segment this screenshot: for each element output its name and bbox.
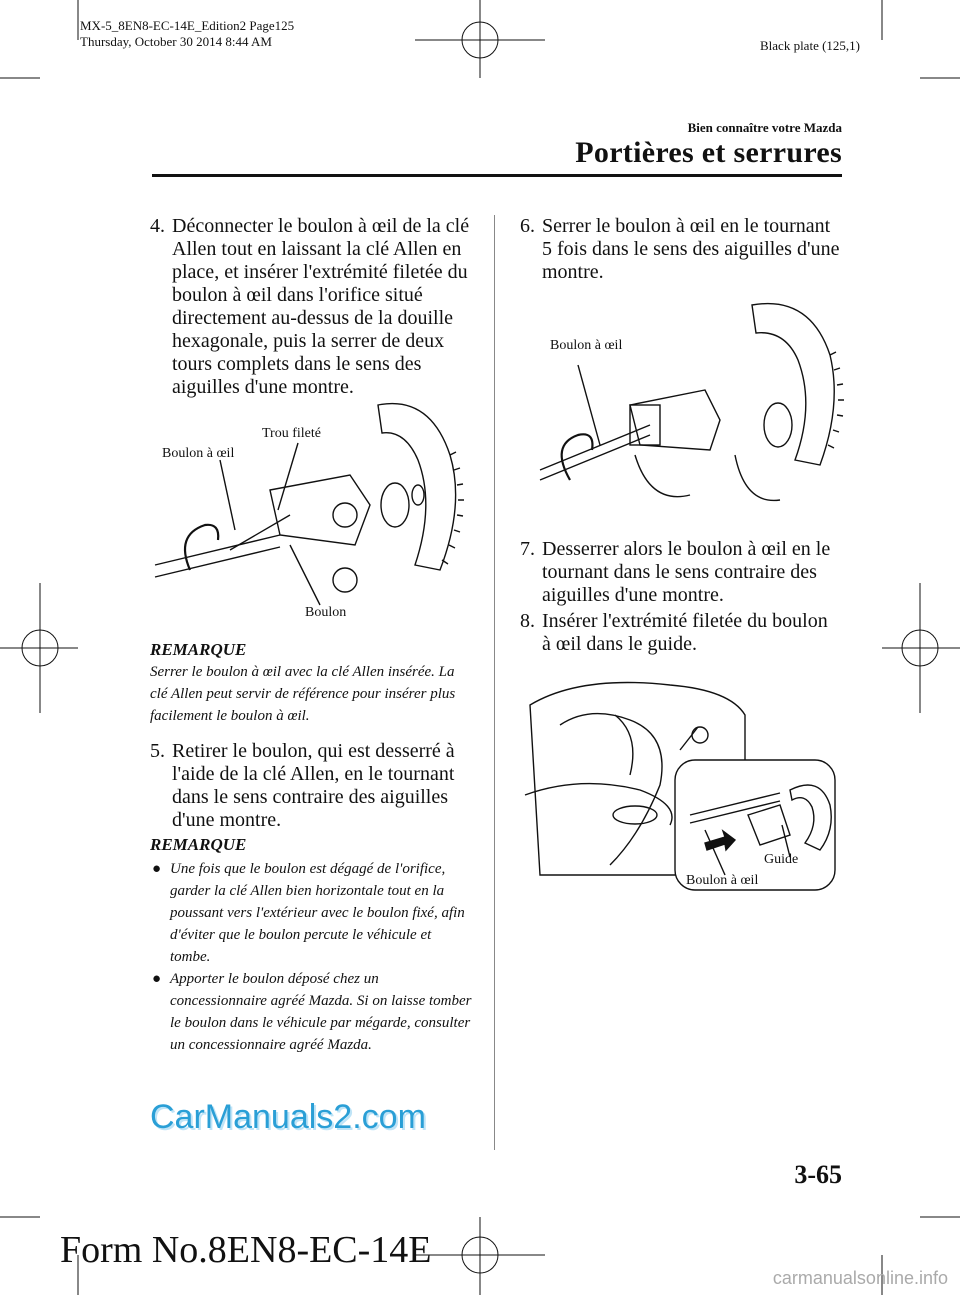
gear-hole-2 — [412, 485, 424, 505]
step-5 — [150, 740, 480, 832]
detail-inset — [675, 760, 835, 890]
section-title: Portières et serrures — [575, 136, 842, 169]
step-8-number: 8. — [520, 610, 535, 632]
step-6-number: 6. — [520, 215, 535, 237]
remarque-1-text: Serrer le boulon à œil avec la clé Allen insérée. La clé Allen peut servir de référence pour insérer plus facilement le boulon à œil. — [150, 664, 456, 724]
bullet-dot-icon: ● — [152, 861, 162, 877]
step-4 — [150, 215, 480, 399]
site-watermark: carmanualsonline.info — [772, 1268, 948, 1288]
step-7 — [520, 538, 840, 607]
door-handle — [613, 806, 657, 824]
car-body-line — [525, 784, 672, 825]
fig1-label-threaded-hole: Trou fileté — [262, 426, 321, 441]
sector-gear — [378, 404, 456, 570]
gear-hole-1 — [381, 483, 409, 527]
remarque-2-bullet-2-text: Apporter le boulon déposé chez un concessionnaire agréé Mazda. Si on laisse tomber le boulon dans le véhicule par mégarde, consulter un concessionnaire agréé Mazda. — [170, 971, 472, 1053]
fig2-label-eye-bolt: Boulon à œil — [550, 338, 623, 353]
remarque-2-bullet — [150, 858, 475, 968]
step-7-text: Desserrer alors le boulon à œil en le tournant dans le sens contraire des aiguilles d'une montre. — [542, 538, 831, 606]
step-6 — [520, 215, 840, 284]
sector-gear — [752, 304, 834, 465]
page-number: 3-65 — [794, 1160, 842, 1189]
form-number: Form No.8EN8-EC-14E — [60, 1229, 432, 1271]
gear-hole — [764, 403, 792, 447]
step-8-text: Insérer l'extrémité filetée du boulon à œil dans le guide. — [542, 610, 828, 655]
rotation-arrow — [562, 434, 593, 480]
remarque-2-bullet-1-text: Une fois que le boulon est dégagé de l'orifice, garder la clé Allen bien horizontale tout en la poussant vers l'extérieur avec le boulon fixé, afin d'éviter que le boulon percute le véhicule et tombe. — [170, 861, 465, 965]
bolt-head — [333, 568, 357, 592]
plate-label: Black plate (125,1) — [760, 38, 860, 53]
step-6-text: Serrer le boulon à œil en le tournant 5 fois dans le sens des aiguilles d'une montre. — [542, 215, 840, 283]
bracket-hole — [333, 503, 357, 527]
step-8 — [520, 610, 840, 656]
allen-key — [540, 425, 650, 470]
step-7-number: 7. — [520, 538, 535, 560]
bracket — [630, 390, 720, 450]
eye-bolt-shaft — [230, 515, 290, 550]
figure-eye-bolt-tighten — [520, 295, 850, 510]
print-meta-line2: Thursday, October 30 2014 8:44 AM — [80, 34, 272, 49]
detail-callout-circle — [692, 727, 708, 743]
remarque-2-bullet — [150, 968, 475, 1056]
remarque-1-title: REMARQUE — [150, 640, 247, 659]
print-meta-line1: MX-5_8EN8-EC-14E_Edition2 Page125 — [80, 18, 295, 33]
step-5-number: 5. — [150, 740, 165, 762]
step-4-number: 4. — [150, 215, 165, 237]
bullet-dot-icon: ● — [152, 971, 162, 987]
remarque-2-list — [150, 858, 475, 1056]
print-meta — [80, 18, 294, 50]
remarque-2-title: REMARQUE — [150, 835, 247, 854]
step-4-text: Déconnecter le boulon à œil de la clé Allen tout en laissant la clé Allen en place, et insérer l'extrémité filetée du boulon à œil dans l'orifice situé directement au-dessus de la douille hexagonale, puis la serrer de deux tours complets dans le sens des aiguilles d'une montre. — [172, 215, 470, 398]
fig3-label-guide: Guide — [764, 852, 799, 867]
fig1-label-eye-bolt: Boulon à œil — [162, 446, 235, 461]
fig1-label-bolt: Boulon — [305, 605, 347, 620]
header-rule — [152, 174, 842, 177]
step-5-text: Retirer le boulon, qui est desserré à l'aide de la clé Allen, en le tournant dans le sens contraire des aiguilles d'une montre. — [172, 740, 455, 831]
fig3-label-eye-bolt: Boulon à œil — [686, 873, 759, 888]
column-separator — [494, 215, 495, 1150]
section-subtitle: Bien connaître votre Mazda — [687, 120, 842, 135]
watermark: CarManuals2.com — [150, 1098, 426, 1136]
